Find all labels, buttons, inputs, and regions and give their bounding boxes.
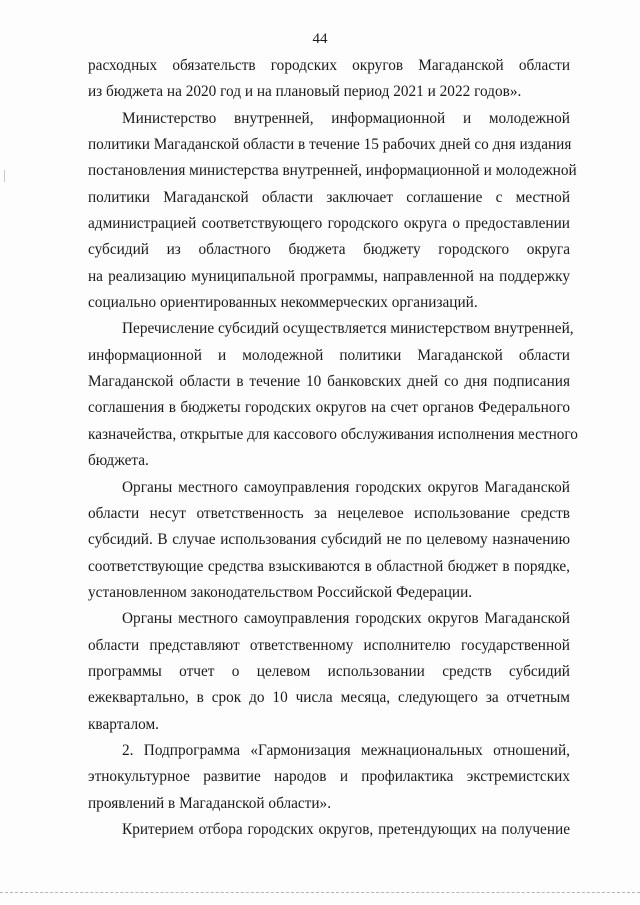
paragraph: [88, 738, 570, 817]
text-line: области несут ответственность за нецелевое использование средств: [88, 504, 570, 522]
paragraph: [88, 606, 570, 738]
paragraph: [88, 316, 578, 474]
text-line: программы отчет о целевом использовании средств субсидий: [88, 662, 570, 680]
text-line: политики Магаданской области заключает соглашение с местной: [88, 188, 570, 206]
paragraph: [88, 53, 570, 106]
text-line: установленном законодательством Российской Федерации.: [88, 583, 473, 601]
text-line: постановления министерства внутренней, информационной и молодежной: [88, 162, 577, 180]
text-line: проявлений в Магаданской области».: [88, 794, 332, 812]
text-line: кварталом.: [88, 715, 159, 733]
page-bottom-edge: [0, 892, 640, 893]
text-line: Органы местного самоуправления городских округов Магаданской: [122, 478, 570, 496]
text-line: соответствующие средства взыскиваются в областной бюджет в порядке,: [88, 557, 570, 575]
page-number: 44: [312, 31, 328, 47]
paragraph: [88, 817, 570, 843]
text-line: области представляют ответственному исполнителю государственной: [88, 636, 570, 654]
text-line: социально ориентированных некоммерческих организаций.: [88, 294, 478, 312]
paragraph: [88, 106, 577, 317]
margin-mark: [4, 170, 9, 182]
text-line: администрацией соответствующего городского округа о предоставлении: [88, 215, 570, 233]
text-line: субсидий. В случае использования субсидий не по целевому назначению: [88, 531, 570, 549]
text-line: Перечисление субсидий осуществляется министерством внутренней,: [122, 320, 574, 338]
text-line: политики Магаданской области в течение 15 рабочих дней со дня издания: [88, 136, 572, 154]
text-line: соглашения в бюджеты городских округов на счет органов Федерального: [88, 399, 570, 417]
text-line: бюджета.: [88, 452, 149, 470]
text-line: ежеквартально, в срок до 10 числа месяца, следующего за отчетным: [88, 689, 570, 707]
text-line: расходных обязательств городских округов Магаданской области: [88, 57, 570, 74]
text-line: Критерием отбора городских округов, претендующих на получение: [122, 820, 570, 838]
text-line: Магаданской области в течение 10 банковских дней со дня подписания: [88, 373, 570, 391]
paragraph: [88, 475, 570, 607]
text-line: 2. Подпрограмма «Гармонизация межнациональных отношений,: [122, 741, 570, 759]
text-line: на реализацию муниципальной программы, направленной на поддержку: [88, 267, 570, 285]
document-body: [88, 53, 578, 843]
text-line: этнокультурное развитие народов и профилактика экстремистских: [88, 768, 570, 786]
text-line: казначейства, открытые для кассового обслуживания исполнения местного: [88, 425, 578, 443]
text-line: Министерство внутренней, информационной и молодежной: [122, 109, 570, 127]
text-line: информационной и молодежной политики Магаданской области: [88, 346, 570, 364]
text-line: Органы местного самоуправления городских округов Магаданской: [122, 610, 570, 628]
text-line: из бюджета на 2020 год и на плановый период 2021 и 2022 годов».: [88, 83, 522, 101]
text-line: субсидий из областного бюджета бюджету городского округа: [88, 241, 570, 259]
